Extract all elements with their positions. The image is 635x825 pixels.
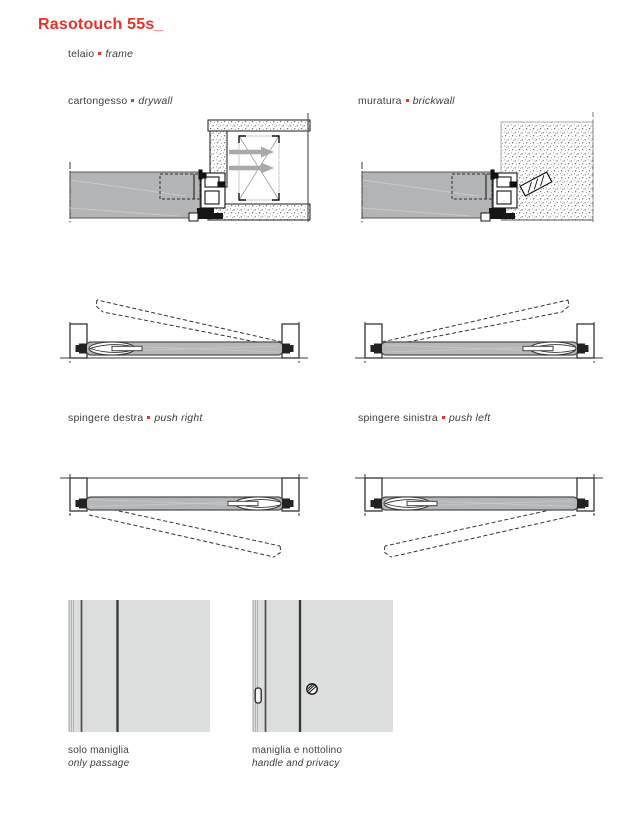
red-bullet-icon <box>442 416 445 419</box>
drywall-top-board <box>208 120 310 131</box>
door-leaf-section <box>70 162 200 224</box>
red-bullet-icon <box>406 99 409 102</box>
pivot-fitting <box>577 344 585 354</box>
pivot-fitting <box>374 499 382 509</box>
pivot-fitting <box>290 345 294 352</box>
pivot-fitting <box>76 500 80 507</box>
caption-privacy-it: maniglia e nottolino <box>252 745 343 756</box>
drywall-section-drawing <box>58 110 316 228</box>
caption-privacy <box>252 744 342 770</box>
subtitle-frame <box>68 48 133 60</box>
pivot-fitting <box>79 344 87 354</box>
push-right-diagram <box>60 458 310 560</box>
open-door-dashed-outline <box>96 300 282 347</box>
frame-profile <box>491 170 517 208</box>
pivot-fitting <box>79 499 87 509</box>
brickwall-section-drawing <box>353 110 615 228</box>
threshold-detail <box>189 213 198 221</box>
label-brickwall-en: brickwall <box>412 95 455 107</box>
subtitle-it: telaio <box>68 48 95 60</box>
open-door-dashed-outline <box>384 504 578 557</box>
label-drywall-en: drywall <box>138 95 173 107</box>
subtitle-en: frame <box>105 48 134 60</box>
label-brickwall-it: muratura <box>358 95 402 107</box>
caption-privacy-en: handle and privacy <box>252 758 340 769</box>
pivot-fitting <box>282 344 290 354</box>
frame-profile <box>199 170 225 208</box>
label-drywall-it: cartongesso <box>68 95 128 107</box>
label-push-left-it: spingere sinistra <box>358 412 438 424</box>
label-push-right <box>68 412 203 424</box>
pivot-fitting <box>577 499 585 509</box>
label-push-right-en: push right <box>154 412 203 424</box>
page-title: Rasotouch 55s_ <box>38 16 164 33</box>
caption-passage-en: only passage <box>68 758 130 769</box>
red-bullet-icon <box>98 52 101 55</box>
caption-passage-it: solo maniglia <box>68 745 129 756</box>
recessed-handle-icon <box>255 688 261 703</box>
pivot-fitting <box>282 499 290 509</box>
red-bullet-icon <box>131 99 134 102</box>
pivot-fitting <box>371 345 375 352</box>
pivot-fitting <box>374 344 382 354</box>
pivot-fitting <box>371 500 375 507</box>
push-left-diagram <box>355 458 605 560</box>
label-push-right-it: spingere destra <box>68 412 144 424</box>
threshold-detail <box>481 213 490 221</box>
swing-diagram-pull-right <box>60 290 310 372</box>
door-leaf-section <box>362 162 492 224</box>
open-door-dashed-outline <box>382 300 569 347</box>
open-door-dashed-outline <box>87 504 281 557</box>
caption-passage <box>68 744 129 770</box>
red-bullet-icon <box>147 416 150 419</box>
pivot-fitting <box>585 345 589 352</box>
door-panel-passage-drawing <box>68 600 210 732</box>
label-drywall <box>68 95 172 107</box>
label-push-left-en: push left <box>448 412 491 424</box>
pivot-fitting <box>76 345 80 352</box>
pivot-fitting <box>585 500 589 507</box>
label-push-left <box>358 412 490 424</box>
pivot-fitting <box>290 500 294 507</box>
door-panel-privacy-drawing <box>252 600 393 732</box>
privacy-knob-icon <box>307 684 317 694</box>
label-brickwall <box>358 95 455 107</box>
swing-diagram-pull-left <box>355 290 605 372</box>
